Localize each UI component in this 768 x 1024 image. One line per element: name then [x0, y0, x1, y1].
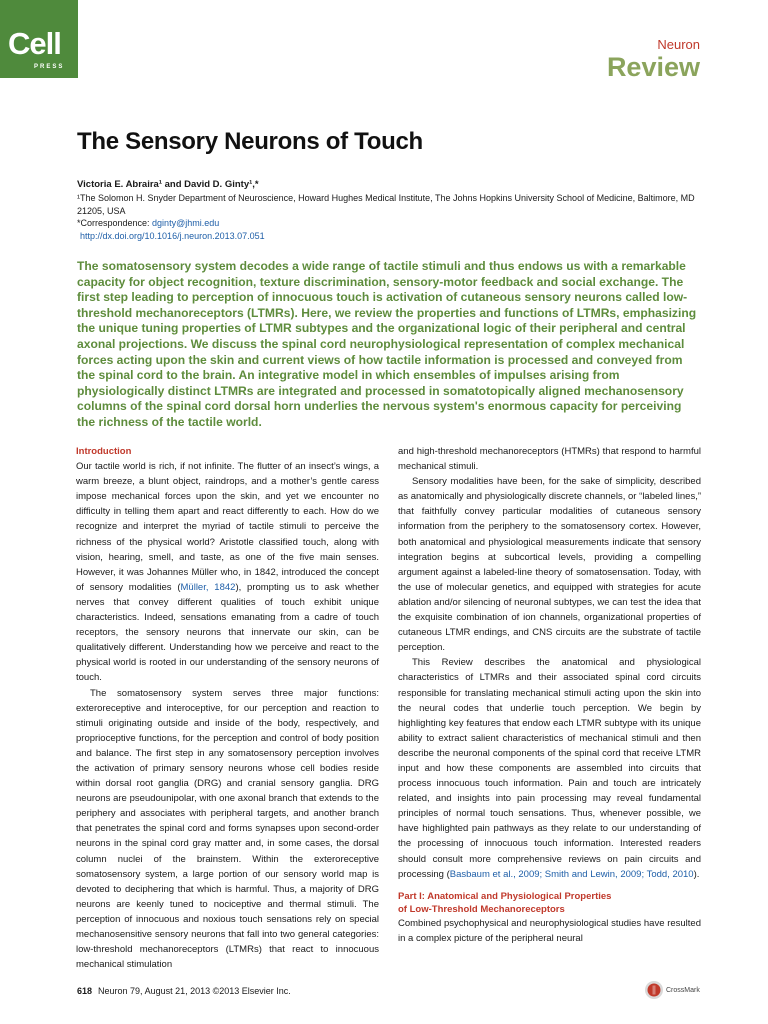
section-heading-introduction: Introduction	[76, 446, 132, 457]
paragraph	[398, 655, 701, 881]
logo-cell-text: Cell	[8, 26, 61, 61]
paragraph-text: This Review describes the anatomical and physiological characteristics of LTMRs and their associated spinal cord circuits responsible for translating mechanical stimuli acting upon the skin into the neural codes that underlie touch perception. We begin by highlighting key features that endow each LTMR subtype with its unique ability to extract salient characteristics of mechanical stimuli and then describe the neuronal components of the spinal cord that receive LTMR input and how these components are assembled into circuits that process innocuous touch information. Pain and touch are intricately related, and insights into pain processing may reveal fundamental principles of normal touch sensations. Thus, whenever possible, we have highlighted pain pathways as they relate to our understanding of the processing of innocuous touch information. Interested readers should consult more comprehensive reviews on pain circuits and processing (	[398, 657, 701, 880]
correspondence	[77, 218, 219, 228]
article-title: The Sensory Neurons of Touch	[77, 128, 423, 155]
paragraph	[76, 459, 379, 685]
correspondence-email-link[interactable]: dginty@jhmi.edu	[152, 218, 220, 228]
section-heading-line: of Low-Threshold Mechanoreceptors	[398, 903, 565, 915]
crossmark-badge[interactable]	[644, 980, 700, 1000]
page-footer	[77, 986, 291, 996]
paragraph: Sensory modalities have been, for the sake of simplicity, described as anatomically and physiologically discrete channels, or “labeled lines,” that faithfully convey particular modalities of cutaneous sensory information from the periphery to the somatosensory cortex. However, both anatomical and physiological measurements indicate that sensory integration begins at subcortical levels, providing a compelling argument against a labeled-line theory of somatosensation. Today, with the use of molecular genetics, and equipped with strategies for acute ablation and/or silencing of neuronal subtypes, we can test the idea that the exquisite combination of ion channels, organizational properties of cutaneous LTMR endings, and CNS circuits are the substrate of tactile perception.	[398, 476, 701, 654]
citation-link[interactable]: Müller, 1842	[180, 581, 236, 593]
citation-link[interactable]: Basbaum et al., 2009; Smith and Lewin, 2009; Todd, 2010	[449, 868, 694, 880]
right-column	[398, 444, 701, 946]
correspondence-label: *Correspondence:	[77, 218, 153, 228]
left-column	[76, 444, 379, 972]
page-number: 618	[77, 986, 93, 996]
journal-name: Neuron	[657, 37, 700, 52]
abstract: The somatosensory system decodes a wide range of tactile stimuli and thus endows us with a remarkable capacity for object recognition, texture discrimination, sensory-motor feedback and social exchange. The first step leading to perception of innocuous touch is activation of cutaneous sensory neurons called low-threshold mechanoreceptors (LTMRs). Here, we review the properties and functions of LTMRs, emphasizing the unique tuning properties of LTMR subtypes and the organizational logic of their peripheral and central axonal projections. We discuss the spinal cord neurophysiological representation of complex mechanical forces acting upon the skin and current views of how tactile information is processed and conveyed from the spinal cord to the brain. An integrative model in which ensembles of impulses arising from physiologically distinct LTMRs are integrated and processed in somatotopically aligned mechanosensory columns of the spinal cord dorsal horn underlies the nervous system's enormous capacity for perceiving the richness of the tactile world.	[77, 259, 697, 429]
paragraph: The somatosensory system serves three major functions: exteroreceptive and interoceptive, for our perception and reaction to stimuli originating outside and inside of the body, respectively, and proprioceptive functions, for the perception and control of body position and balance. The first step in any somatosensory perception involves the activation of primary sensory neurons whose cell bodies reside within dorsal root ganglia (DRG) and cranial sensory ganglia. DRG neurons are pseudounipolar, with one axonal branch that extends to the periphery and associates with peripheral targets, and another branch that penetrates the spinal cord and forms synapses upon second-order neurons in the spinal cord gray matter and, in some cases, the dorsal column nuclei of the brainstem. Within the exteroreceptive somatosensory system, a large portion of our sensory world map is devoted to deciphering that which is harmful. Thus, a majority of DRG neurons are keenly tuned to nociceptive and thermal stimuli. The perception of innocuous and noxious touch sensations rely on special mechanosensitive sensory neurons that fall into two general categories: low-threshold mechanoreceptors (LTMRs) that react to innocuous mechanical stimulation	[76, 687, 379, 971]
section-heading-line: Part I: Anatomical and Physiological Properties	[398, 890, 612, 902]
logo-press-text: PRESS	[34, 64, 65, 70]
article-type: Review	[606, 52, 700, 82]
crossmark-icon	[644, 980, 664, 1000]
authors: Victoria E. Abraira¹ and David D. Ginty¹,*	[77, 179, 259, 190]
crossmark-label: CrossMark	[666, 986, 700, 994]
paragraph-text: Our tactile world is rich, if not infinite. The flutter of an insect’s wings, a warm breeze, a blunt object, raindrops, and a mother’s gentle caress impose mechanical forces upon the skin, and yet we encounter no difficulty in telling them apart and react differently to each. How do we recognize and interpret the myriad of tactile stimuli to perceive the richness of the physical world? Aristotle classified touch, along with vision, hearing, smell, and taste, as one of the five main senses. However, it was Johannes Müller who, in 1842, introduced the concept of sensory modalities (	[76, 461, 379, 593]
paragraph-text: ).	[693, 868, 700, 880]
footer-citation: Neuron 79, August 21, 2013 ©2013 Elsevier Inc.	[98, 986, 291, 996]
cell-press-logo	[0, 0, 78, 78]
section-heading-part-1	[398, 890, 701, 916]
paragraph: Combined psychophysical and neurophysiological studies have resulted in a complex picture of the peripheral neural	[398, 917, 701, 944]
paragraph: and high-threshold mechanoreceptors (HTMRs) that respond to harmful mechanical stimuli.	[398, 446, 701, 473]
affiliation: ¹The Solomon H. Snyder Department of Neuroscience, Howard Hughes Medical Institute, The Johns Hopkins University School of Medicine, Baltimore, MD 21205, USA	[77, 193, 695, 216]
paragraph-text: ), prompting us to ask whether nerves that convey different qualities of touch exhibit unique characteristics. Indeed, sensations emanating from a cadre of touch receptors, the sensory neurons that innervate our skin, can be qualitatively different. Understanding how we perceive and react to the physical world is rooted in our understanding of the sensory neurons of touch.	[76, 581, 379, 684]
doi-link[interactable]: http://dx.doi.org/10.1016/j.neuron.2013.07.051	[80, 231, 265, 241]
